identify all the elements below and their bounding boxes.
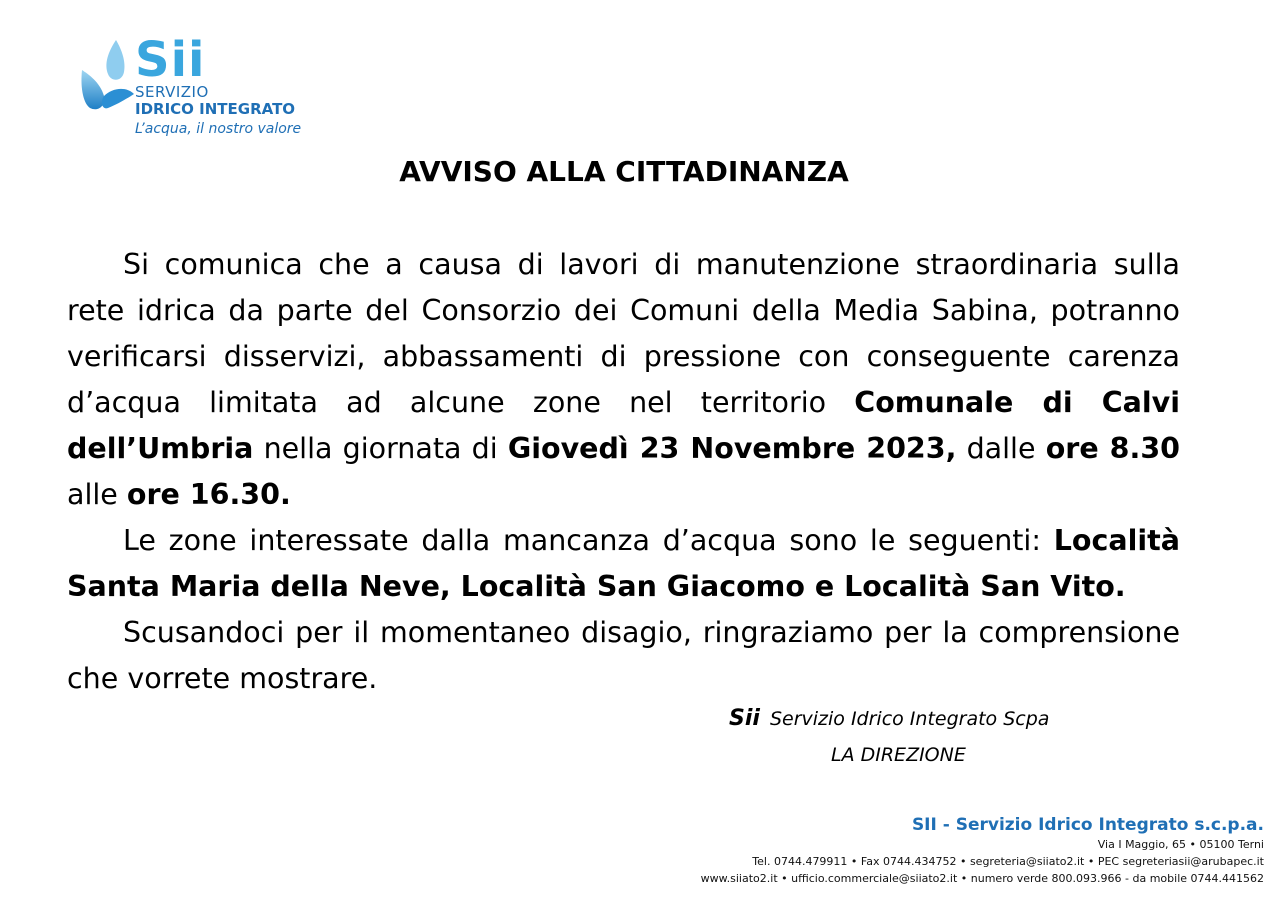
logo-line2: IDRICO INTEGRATO — [135, 100, 296, 118]
paragraph-2 — [67, 518, 1180, 610]
p1-date: Giovedì 23 Novembre 2023, — [507, 432, 957, 465]
logo-tagline: L’acqua, il nostro valore — [135, 121, 302, 137]
signature-brand: Sii — [729, 706, 760, 731]
logo-line1: SERVIZIO — [135, 83, 209, 101]
footer — [701, 814, 1264, 887]
p2-text1: Le zone interessate dalla mancanza d’acqua sono le seguenti: — [123, 524, 1054, 557]
notice-title: AVVISO ALLA CITTADINANZA — [399, 155, 849, 188]
signature — [729, 706, 1050, 766]
footer-web: www.siiato2.it • ufficio.commerciale@siiato2.it • numero verde 800.093.966 - da mobile 0744.441562 — [700, 872, 1264, 885]
footer-address: Via I Maggio, 65 • 05100 Terni — [1097, 838, 1264, 851]
notice-body — [67, 242, 1180, 702]
p1-text4: alle — [67, 478, 127, 511]
company-logo — [78, 32, 318, 142]
p1-start-time: ore 8.30 — [1045, 432, 1181, 465]
paragraph-1 — [67, 242, 1180, 518]
p1-text3: dalle — [956, 432, 1046, 465]
water-drop-icon — [78, 38, 138, 118]
signature-org: Servizio Idrico Integrato Scpa — [769, 708, 1050, 730]
p1-end-time: ore 16.30. — [126, 478, 291, 511]
signature-direction: LA DIREZIONE — [831, 744, 966, 766]
logo-brand: Sii — [135, 32, 206, 88]
footer-contacts: Tel. 0744.479911 • Fax 0744.434752 • segreteria@siiato2.it • PEC segreteriasii@arubapec.it — [752, 855, 1264, 868]
p1-text1: Si comunica che a causa di lavori di manutenzione straordinaria sulla rete idrica da parte del Consorzio dei Comuni della Media Sabina, potranno verificarsi disservizi, abbassamenti di pressione con conseguente carenza d’acqua limitata ad alcune zone nel territorio — [67, 248, 1180, 419]
paragraph-3: Scusandoci per il momentaneo disagio, ringraziamo per la comprensione che vorrete mostrare. — [67, 616, 1180, 695]
p1-location: Comunale di Calvi dell’Umbria — [67, 386, 1180, 465]
p1-text2: nella giornata di — [253, 432, 508, 465]
footer-company: SII - Servizio Idrico Integrato s.c.p.a. — [911, 815, 1264, 835]
p2-zones: Località Santa Maria della Neve, Località San Giacomo e Località San Vito. — [67, 524, 1180, 603]
